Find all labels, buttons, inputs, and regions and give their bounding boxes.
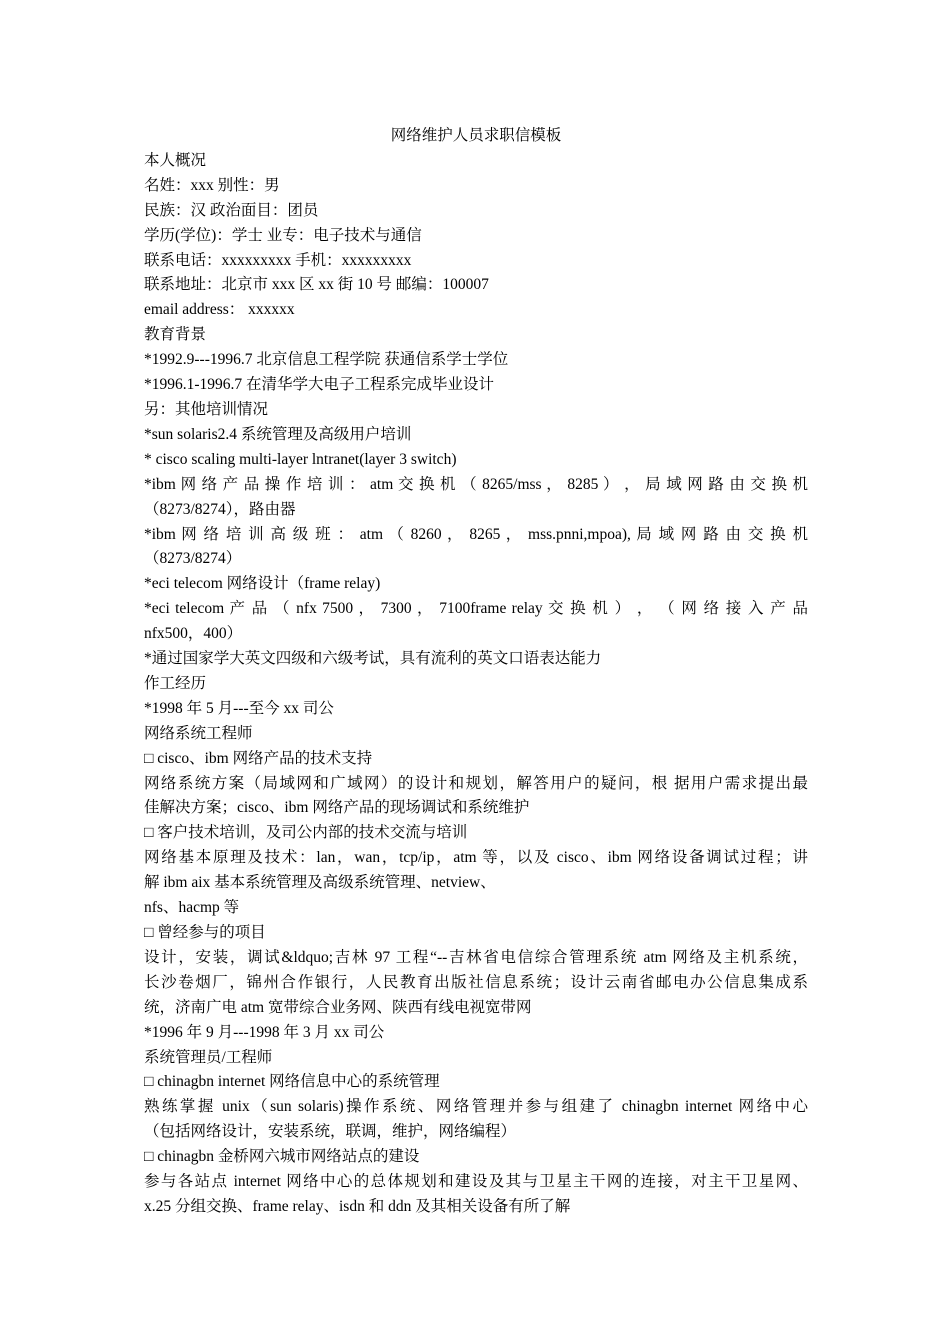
training-item: *eci telecom 产 品 （ nfx 7500 ， 7300 ， 7100frame relay 交 换 机 ） ， （ 网 络 接 入 产 品 xyxy=(144,600,808,618)
work-duty-detail: 参与各站点 internet 网络中心的总体规划和建设及其与卫星主干网的连接，对主干卫星网、 xyxy=(144,1173,808,1191)
training-item: *eci telecom 网络设计（frame relay) xyxy=(144,575,381,593)
work-period: *1998 年 5 月---至今 xx 司公 xyxy=(144,699,334,717)
section-heading-training: 另：其他培训情况 xyxy=(144,400,269,418)
training-item: *ibm 网 络 培 训 高 级 班 ： atm （ 8260 ， 8265 ， mss.pnni,mpoa), 局 域 网 路 由 交 换 机 xyxy=(144,525,808,543)
training-item: *通过国家学大英文四级和六级考试，具有流利的英文口语表达能力 xyxy=(144,650,602,668)
profile-degree-major: 学历(学位)：学士 业专：电子技术与通信 xyxy=(144,226,422,244)
training-item: *sun solaris2.4 系统管理及高级用户培训 xyxy=(144,425,412,443)
profile-phone: 联系电话：xxxxxxxxx 手机：xxxxxxxxx xyxy=(144,251,412,269)
section-heading-education: 教育背景 xyxy=(144,326,207,344)
work-duty-detail: 长沙卷烟厂，锦州合作银行，人民教育出版社信息系统；设计云南省邮电办公信息集成系 xyxy=(144,973,808,991)
work-duty-detail: 设计，安装，调试&ldquo;吉林 97 工程“--吉林省电信综合管理系统 atm 网络及主机系统， xyxy=(144,948,808,966)
work-duty-heading: □ 曾经参与的项目 xyxy=(144,924,266,941)
training-item: * cisco scaling multi-layer lntranet(layer 3 switch) xyxy=(144,450,457,468)
work-duty-detail: 佳解决方案；cisco、ibm 网络产品的现场调试和系统维护 xyxy=(144,799,530,817)
work-period: *1996 年 9 月---1998 年 3 月 xx 司公 xyxy=(144,1023,385,1041)
work-duty-detail: 解 ibm aix 基本系统管理及高级系统管理、netview、 xyxy=(144,874,496,892)
profile-address: 联系地址：北京市 xxx 区 xx 街 10 号 邮编：100007 xyxy=(144,276,489,294)
work-duty-detail: 网络基本原理及技术：lan，wan，tcp/ip，atm 等，以及 cisco、ibm 网络设备调试过程；讲 xyxy=(144,849,808,867)
work-duty-heading: □ cisco、ibm 网络产品的技术支持 xyxy=(144,749,373,767)
work-position: 系统管理员/工程师 xyxy=(144,1048,273,1066)
profile-email: email address： xxxxxx xyxy=(144,301,295,319)
profile-name-gender: 名姓：xxx 别性：男 xyxy=(144,176,280,194)
education-item: *1996.1-1996.7 在清华学大电子工程系完成毕业设计 xyxy=(144,376,495,394)
work-duty-heading: □ 客户技术培训，及司公内部的技术交流与培训 xyxy=(144,824,468,842)
work-duty-detail: 网络系统方案（局域网和广域网）的设计和规划，解答用户的疑问，根 据用户需求提出最 xyxy=(144,774,808,792)
work-position: 网络系统工程师 xyxy=(144,724,253,742)
profile-ethnicity-politics: 民族：汉 政治面目：团员 xyxy=(144,201,319,219)
training-item-continued: （8273/8274） xyxy=(144,550,242,568)
section-heading-work: 作工经历 xyxy=(144,674,207,692)
work-duty-heading: □ chinagbn internet 网络信息中心的系统管理 xyxy=(144,1073,440,1091)
document-body xyxy=(144,124,808,1220)
training-item-continued: （8273/8274），路由器 xyxy=(144,500,296,518)
work-duty-heading: □ chinagbn 金桥网六城市网络站点的建设 xyxy=(144,1148,420,1166)
training-item-continued: nfx500，400） xyxy=(144,625,243,643)
document-title: 网络维护人员求职信模板 xyxy=(390,127,562,144)
work-duty-detail: nfs、hacmp 等 xyxy=(144,899,240,917)
work-duty-detail: 熟练掌握 unix（sun solaris)操作系统、网络管理并参与组建了 chinagbn internet 网络中心 xyxy=(144,1098,808,1116)
work-duty-detail: x.25 分组交换、frame relay、isdn 和 ddn 及其相关设备有所了解 xyxy=(144,1197,571,1215)
section-heading-profile: 本人概况 xyxy=(144,151,207,169)
work-duty-detail: （包括网络设计，安装系统，联调，维护，网络编程） xyxy=(144,1123,517,1141)
work-duty-detail: 统，济南广电 atm 宽带综合业务网、陕西有线电视宽带网 xyxy=(144,998,532,1016)
training-item: *ibm 网 络 产 品 操 作 培 训 ： atm 交 换 机 （ 8265/mss ， 8285 ） ， 局 域 网 路 由 交 换 机 xyxy=(144,475,808,493)
education-item: *1992.9---1996.7 北京信息工程学院 获通信系学士学位 xyxy=(144,351,509,369)
